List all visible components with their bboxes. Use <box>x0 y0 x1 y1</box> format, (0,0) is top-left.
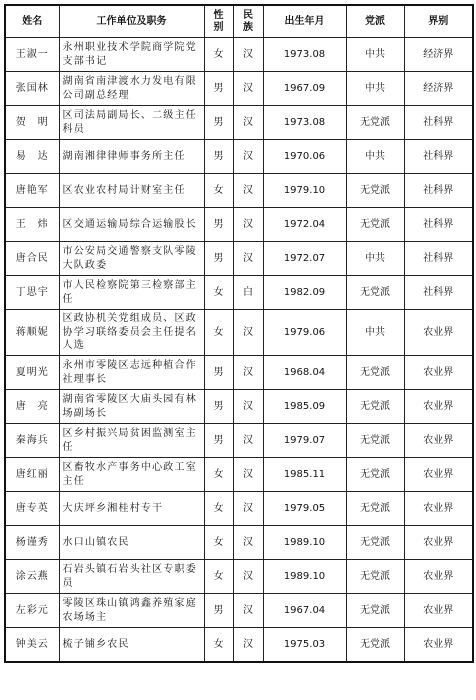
cell-birth: 1989.10 <box>263 560 346 594</box>
table-row <box>5 560 473 594</box>
cell-ethnic: 汉 <box>233 140 263 174</box>
cell-birth: 1973.08 <box>263 38 346 72</box>
cell-sector: 农业界 <box>404 390 473 424</box>
cell-ethnic: 汉 <box>233 208 263 242</box>
table-row <box>5 276 473 310</box>
cell-name: 唐艳军 <box>5 174 59 208</box>
cell-sector: 农业界 <box>404 310 473 356</box>
cell-work: 水口山镇农民 <box>59 526 204 560</box>
cell-name: 张国林 <box>5 72 59 106</box>
cell-work: 区政协机关党组成员、区政协学习联络委员会主任提名人选 <box>59 310 204 356</box>
cell-gender: 女 <box>204 310 233 356</box>
cell-birth: 1982.09 <box>263 276 346 310</box>
cell-sector: 社科界 <box>404 242 473 276</box>
cell-sector: 经济界 <box>404 38 473 72</box>
cell-work: 区乡村振兴局贫困监测室主任 <box>59 424 204 458</box>
cell-work: 湖南湘律律师事务所主任 <box>59 140 204 174</box>
cell-party: 中共 <box>346 310 404 356</box>
header-name: 姓名 <box>5 5 59 38</box>
cell-name: 王淑一 <box>5 38 59 72</box>
table-row <box>5 594 473 628</box>
cell-gender: 女 <box>204 560 233 594</box>
table-row <box>5 140 473 174</box>
cell-name: 丁思宇 <box>5 276 59 310</box>
cell-birth: 1979.05 <box>263 492 346 526</box>
cell-party: 无党派 <box>346 106 404 140</box>
cell-birth: 1972.04 <box>263 208 346 242</box>
table-row <box>5 492 473 526</box>
table-row <box>5 356 473 390</box>
cell-sector: 社科界 <box>404 208 473 242</box>
table-row <box>5 38 473 72</box>
cell-name: 蒋顺妮 <box>5 310 59 356</box>
cell-party: 无党派 <box>346 208 404 242</box>
cell-name: 涂云燕 <box>5 560 59 594</box>
cell-work: 永州市零陵区志远种植合作社理事长 <box>59 356 204 390</box>
cell-party: 无党派 <box>346 594 404 628</box>
cell-birth: 1979.06 <box>263 310 346 356</box>
cell-ethnic: 汉 <box>233 560 263 594</box>
cell-gender: 女 <box>204 492 233 526</box>
cell-gender: 女 <box>204 276 233 310</box>
cell-ethnic: 汉 <box>233 38 263 72</box>
cell-gender: 男 <box>204 356 233 390</box>
table-row <box>5 424 473 458</box>
cell-sector: 农业界 <box>404 458 473 492</box>
cell-party: 无党派 <box>346 492 404 526</box>
cell-gender: 男 <box>204 424 233 458</box>
table-row <box>5 310 473 356</box>
cell-name: 杨谨秀 <box>5 526 59 560</box>
cell-gender: 男 <box>204 106 233 140</box>
cell-party: 中共 <box>346 38 404 72</box>
cell-name: 贺 明 <box>5 106 59 140</box>
cell-birth: 1967.04 <box>263 594 346 628</box>
cell-name: 易 达 <box>5 140 59 174</box>
cell-party: 无党派 <box>346 628 404 663</box>
cell-sector: 农业界 <box>404 628 473 663</box>
cell-gender: 男 <box>204 594 233 628</box>
table-row <box>5 526 473 560</box>
table-row <box>5 106 473 140</box>
cell-name: 唐专英 <box>5 492 59 526</box>
cell-sector: 农业界 <box>404 356 473 390</box>
cell-ethnic: 汉 <box>233 424 263 458</box>
cell-work: 零陵区珠山镇鸿鑫养殖家庭农场场主 <box>59 594 204 628</box>
cell-party: 无党派 <box>346 276 404 310</box>
cell-ethnic: 汉 <box>233 174 263 208</box>
cell-birth: 1985.11 <box>263 458 346 492</box>
cell-sector: 农业界 <box>404 424 473 458</box>
cell-name: 王 炜 <box>5 208 59 242</box>
cell-ethnic: 汉 <box>233 594 263 628</box>
header-party: 党派 <box>346 5 404 38</box>
cell-work: 湖南省南津渡水力发电有限公司副总经理 <box>59 72 204 106</box>
table-row <box>5 208 473 242</box>
cell-sector: 农业界 <box>404 492 473 526</box>
cell-gender: 男 <box>204 390 233 424</box>
member-table <box>4 4 474 663</box>
cell-party: 无党派 <box>346 390 404 424</box>
cell-party: 无党派 <box>346 356 404 390</box>
cell-gender: 女 <box>204 458 233 492</box>
cell-birth: 1970.06 <box>263 140 346 174</box>
cell-ethnic: 汉 <box>233 526 263 560</box>
cell-work: 永州职业技术学院商学院党支部书记 <box>59 38 204 72</box>
cell-name: 夏明光 <box>5 356 59 390</box>
header-work: 工作单位及职务 <box>59 5 204 38</box>
table-body <box>5 38 473 663</box>
cell-party: 无党派 <box>346 174 404 208</box>
cell-sector: 农业界 <box>404 560 473 594</box>
cell-gender: 女 <box>204 38 233 72</box>
table-row <box>5 628 473 663</box>
cell-work: 石岩头镇石岩头社区专职委员 <box>59 560 204 594</box>
cell-name: 钟美云 <box>5 628 59 663</box>
cell-ethnic: 汉 <box>233 458 263 492</box>
table-row <box>5 174 473 208</box>
cell-ethnic: 汉 <box>233 72 263 106</box>
cell-sector: 社科界 <box>404 276 473 310</box>
cell-ethnic: 汉 <box>233 356 263 390</box>
header-row <box>5 5 473 38</box>
cell-work: 区农业农村局计财室主任 <box>59 174 204 208</box>
cell-party: 无党派 <box>346 560 404 594</box>
cell-gender: 女 <box>204 526 233 560</box>
cell-work: 市公安局交通警察支队零陵大队政委 <box>59 242 204 276</box>
cell-birth: 1973.08 <box>263 106 346 140</box>
cell-ethnic: 汉 <box>233 310 263 356</box>
cell-ethnic: 白 <box>233 276 263 310</box>
member-table-wrapper <box>4 4 472 663</box>
cell-work: 湖南省零陵区大庙头园有林场副场长 <box>59 390 204 424</box>
cell-ethnic: 汉 <box>233 492 263 526</box>
cell-work: 区交通运输局综合运输股长 <box>59 208 204 242</box>
table-row <box>5 458 473 492</box>
header-ethnic: 民族 <box>233 5 263 38</box>
cell-ethnic: 汉 <box>233 106 263 140</box>
cell-birth: 1979.07 <box>263 424 346 458</box>
cell-ethnic: 汉 <box>233 628 263 663</box>
cell-party: 无党派 <box>346 424 404 458</box>
cell-gender: 男 <box>204 72 233 106</box>
cell-work: 区畜牧水产事务中心政工室主任 <box>59 458 204 492</box>
cell-birth: 1968.04 <box>263 356 346 390</box>
cell-sector: 农业界 <box>404 526 473 560</box>
cell-work: 大庆坪乡湘桂村专干 <box>59 492 204 526</box>
table-header <box>5 5 473 38</box>
cell-sector: 社科界 <box>404 174 473 208</box>
cell-party: 中共 <box>346 242 404 276</box>
cell-party: 无党派 <box>346 458 404 492</box>
cell-work: 梳子铺乡农民 <box>59 628 204 663</box>
cell-gender: 男 <box>204 242 233 276</box>
table-row <box>5 242 473 276</box>
cell-sector: 农业界 <box>404 594 473 628</box>
cell-birth: 1967.09 <box>263 72 346 106</box>
cell-name: 左彩元 <box>5 594 59 628</box>
cell-work: 市人民检察院第三检察部主任 <box>59 276 204 310</box>
cell-gender: 女 <box>204 628 233 663</box>
table-row <box>5 390 473 424</box>
cell-birth: 1972.07 <box>263 242 346 276</box>
cell-ethnic: 汉 <box>233 390 263 424</box>
table-row <box>5 72 473 106</box>
cell-party: 中共 <box>346 72 404 106</box>
cell-party: 无党派 <box>346 526 404 560</box>
cell-sector: 社科界 <box>404 140 473 174</box>
cell-birth: 1989.10 <box>263 526 346 560</box>
cell-party: 中共 <box>346 140 404 174</box>
cell-gender: 女 <box>204 174 233 208</box>
cell-work: 区司法局副局长、二级主任科员 <box>59 106 204 140</box>
cell-gender: 男 <box>204 208 233 242</box>
cell-name: 唐红丽 <box>5 458 59 492</box>
cell-birth: 1975.03 <box>263 628 346 663</box>
cell-sector: 经济界 <box>404 72 473 106</box>
cell-sector: 社科界 <box>404 106 473 140</box>
cell-birth: 1979.10 <box>263 174 346 208</box>
cell-birth: 1985.09 <box>263 390 346 424</box>
cell-name: 唐合民 <box>5 242 59 276</box>
header-gender: 性别 <box>204 5 233 38</box>
cell-name: 唐 亮 <box>5 390 59 424</box>
cell-name: 秦海兵 <box>5 424 59 458</box>
cell-ethnic: 汉 <box>233 242 263 276</box>
header-sector: 界别 <box>404 5 473 38</box>
cell-gender: 男 <box>204 140 233 174</box>
header-birth: 出生年月 <box>263 5 346 38</box>
